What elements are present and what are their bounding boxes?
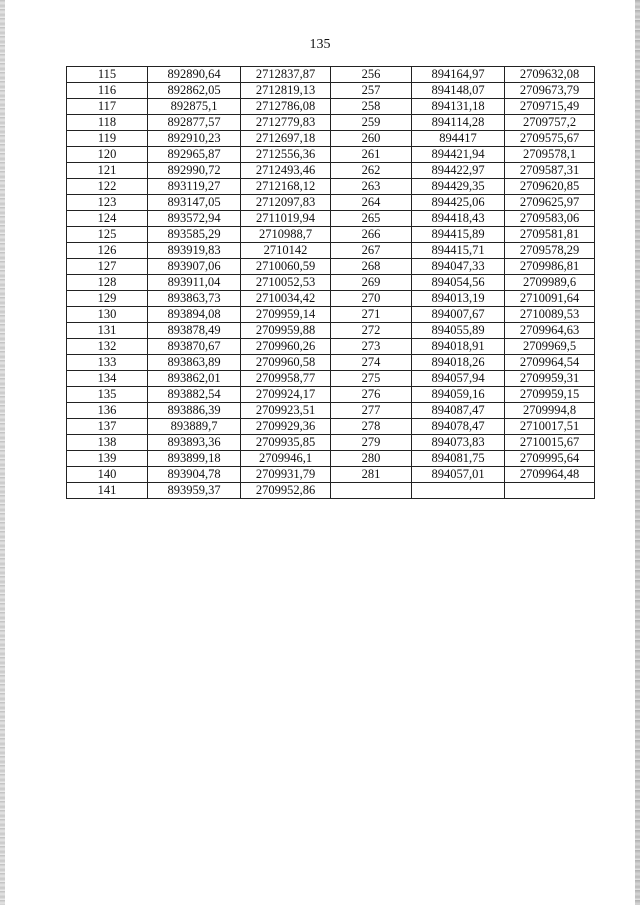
right-x-coordinate-cell: 894057,94: [412, 371, 505, 387]
right-x-coordinate-cell: 894164,97: [412, 67, 505, 83]
right-x-coordinate-cell: 894018,91: [412, 339, 505, 355]
right-point-number-cell: 267: [331, 243, 412, 259]
table-row: [67, 483, 595, 499]
left-y-coordinate-cell: 2709923,51: [241, 403, 331, 419]
right-y-coordinate-cell: 2709964,48: [505, 467, 595, 483]
left-point-number-cell: 128: [67, 275, 148, 291]
left-point-number-cell: 141: [67, 483, 148, 499]
right-y-coordinate-cell: 2709578,29: [505, 243, 595, 259]
right-point-number-cell: 265: [331, 211, 412, 227]
right-y-coordinate-cell: 2709625,97: [505, 195, 595, 211]
table-row: [67, 403, 595, 419]
right-y-coordinate-cell: 2709673,79: [505, 83, 595, 99]
right-x-coordinate-cell: 894055,89: [412, 323, 505, 339]
right-y-coordinate-cell: [505, 483, 595, 499]
left-x-coordinate-cell: 892877,57: [148, 115, 241, 131]
left-point-number-cell: 125: [67, 227, 148, 243]
right-y-coordinate-cell: 2709757,2: [505, 115, 595, 131]
right-x-coordinate-cell: 894087,47: [412, 403, 505, 419]
right-point-number-cell: 277: [331, 403, 412, 419]
left-y-coordinate-cell: 2712556,36: [241, 147, 331, 163]
table-row: [67, 227, 595, 243]
right-point-number-cell: 264: [331, 195, 412, 211]
right-x-coordinate-cell: 894415,71: [412, 243, 505, 259]
right-point-number-cell: 274: [331, 355, 412, 371]
left-x-coordinate-cell: 893147,05: [148, 195, 241, 211]
left-x-coordinate-cell: 893899,18: [148, 451, 241, 467]
left-y-coordinate-cell: 2709952,86: [241, 483, 331, 499]
right-x-coordinate-cell: 894047,33: [412, 259, 505, 275]
right-point-number-cell: 266: [331, 227, 412, 243]
page-number: 135: [309, 37, 331, 52]
right-point-number-cell: 258: [331, 99, 412, 115]
right-y-coordinate-cell: 2709587,31: [505, 163, 595, 179]
right-point-number-cell: 260: [331, 131, 412, 147]
left-x-coordinate-cell: 893882,54: [148, 387, 241, 403]
right-x-coordinate-cell: 894054,56: [412, 275, 505, 291]
right-x-coordinate-cell: 894081,75: [412, 451, 505, 467]
table-row: [67, 99, 595, 115]
right-y-coordinate-cell: 2709583,06: [505, 211, 595, 227]
table-row: [67, 195, 595, 211]
table-row: [67, 355, 595, 371]
right-x-coordinate-cell: 894417: [412, 131, 505, 147]
coordinates-table: [66, 66, 595, 499]
left-y-coordinate-cell: 2712786,08: [241, 99, 331, 115]
scan-edge-left: [0, 0, 5, 905]
right-point-number-cell: 280: [331, 451, 412, 467]
left-x-coordinate-cell: 893886,39: [148, 403, 241, 419]
right-y-coordinate-cell: 2709995,64: [505, 451, 595, 467]
left-y-coordinate-cell: 2710988,7: [241, 227, 331, 243]
table-row: [67, 259, 595, 275]
left-point-number-cell: 119: [67, 131, 148, 147]
table-row: [67, 211, 595, 227]
right-point-number-cell: 271: [331, 307, 412, 323]
right-point-number-cell: [331, 483, 412, 499]
left-x-coordinate-cell: 892862,05: [148, 83, 241, 99]
left-x-coordinate-cell: 893904,78: [148, 467, 241, 483]
table-row: [67, 451, 595, 467]
left-point-number-cell: 115: [67, 67, 148, 83]
left-point-number-cell: 135: [67, 387, 148, 403]
table-row: [67, 323, 595, 339]
right-y-coordinate-cell: 2709715,49: [505, 99, 595, 115]
left-y-coordinate-cell: 2712837,87: [241, 67, 331, 83]
left-point-number-cell: 118: [67, 115, 148, 131]
left-x-coordinate-cell: 893893,36: [148, 435, 241, 451]
left-x-coordinate-cell: 893878,49: [148, 323, 241, 339]
left-point-number-cell: 140: [67, 467, 148, 483]
right-y-coordinate-cell: 2709959,31: [505, 371, 595, 387]
right-point-number-cell: 263: [331, 179, 412, 195]
left-point-number-cell: 121: [67, 163, 148, 179]
coordinates-table-body: [67, 67, 595, 499]
left-x-coordinate-cell: 892910,23: [148, 131, 241, 147]
left-y-coordinate-cell: 2709946,1: [241, 451, 331, 467]
left-point-number-cell: 116: [67, 83, 148, 99]
right-x-coordinate-cell: 894425,06: [412, 195, 505, 211]
left-point-number-cell: 131: [67, 323, 148, 339]
right-point-number-cell: 261: [331, 147, 412, 163]
left-y-coordinate-cell: 2712168,12: [241, 179, 331, 195]
table-row: [67, 83, 595, 99]
left-x-coordinate-cell: 893919,83: [148, 243, 241, 259]
left-y-coordinate-cell: 2709935,85: [241, 435, 331, 451]
table-row: [67, 371, 595, 387]
left-y-coordinate-cell: 2709960,58: [241, 355, 331, 371]
table-row: [67, 307, 595, 323]
right-y-coordinate-cell: 2709959,15: [505, 387, 595, 403]
left-x-coordinate-cell: 893907,06: [148, 259, 241, 275]
right-point-number-cell: 276: [331, 387, 412, 403]
right-x-coordinate-cell: 894114,28: [412, 115, 505, 131]
left-y-coordinate-cell: 2709924,17: [241, 387, 331, 403]
right-y-coordinate-cell: 2710017,51: [505, 419, 595, 435]
left-y-coordinate-cell: 2712779,83: [241, 115, 331, 131]
left-point-number-cell: 123: [67, 195, 148, 211]
table-row: [67, 131, 595, 147]
right-point-number-cell: 278: [331, 419, 412, 435]
right-y-coordinate-cell: 2709578,1: [505, 147, 595, 163]
left-point-number-cell: 139: [67, 451, 148, 467]
left-x-coordinate-cell: 893889,7: [148, 419, 241, 435]
right-y-coordinate-cell: 2709620,85: [505, 179, 595, 195]
table-row: [67, 179, 595, 195]
right-x-coordinate-cell: 894418,43: [412, 211, 505, 227]
right-y-coordinate-cell: 2709964,54: [505, 355, 595, 371]
right-point-number-cell: 268: [331, 259, 412, 275]
right-x-coordinate-cell: 894415,89: [412, 227, 505, 243]
right-y-coordinate-cell: 2709969,5: [505, 339, 595, 355]
left-y-coordinate-cell: 2709931,79: [241, 467, 331, 483]
right-y-coordinate-cell: 2709632,08: [505, 67, 595, 83]
left-point-number-cell: 130: [67, 307, 148, 323]
table-row: [67, 387, 595, 403]
left-y-coordinate-cell: 2709958,77: [241, 371, 331, 387]
left-point-number-cell: 132: [67, 339, 148, 355]
right-point-number-cell: 281: [331, 467, 412, 483]
left-x-coordinate-cell: 892890,64: [148, 67, 241, 83]
left-x-coordinate-cell: 893862,01: [148, 371, 241, 387]
right-point-number-cell: 279: [331, 435, 412, 451]
right-point-number-cell: 275: [331, 371, 412, 387]
table-row: [67, 243, 595, 259]
right-y-coordinate-cell: 2709964,63: [505, 323, 595, 339]
right-y-coordinate-cell: 2709989,6: [505, 275, 595, 291]
right-point-number-cell: 256: [331, 67, 412, 83]
left-point-number-cell: 138: [67, 435, 148, 451]
left-y-coordinate-cell: 2710142: [241, 243, 331, 259]
left-y-coordinate-cell: 2709960,26: [241, 339, 331, 355]
right-point-number-cell: 269: [331, 275, 412, 291]
table-row: [67, 339, 595, 355]
left-y-coordinate-cell: 2711019,94: [241, 211, 331, 227]
left-y-coordinate-cell: 2709929,36: [241, 419, 331, 435]
right-y-coordinate-cell: 2710089,53: [505, 307, 595, 323]
table-row: [67, 467, 595, 483]
left-y-coordinate-cell: 2710034,42: [241, 291, 331, 307]
left-x-coordinate-cell: 892965,87: [148, 147, 241, 163]
table-row: [67, 163, 595, 179]
right-x-coordinate-cell: 894013,19: [412, 291, 505, 307]
right-x-coordinate-cell: 894422,97: [412, 163, 505, 179]
left-y-coordinate-cell: 2709959,14: [241, 307, 331, 323]
left-point-number-cell: 134: [67, 371, 148, 387]
right-x-coordinate-cell: 894007,67: [412, 307, 505, 323]
left-x-coordinate-cell: 893870,67: [148, 339, 241, 355]
table-row: [67, 147, 595, 163]
left-x-coordinate-cell: 893894,08: [148, 307, 241, 323]
left-point-number-cell: 126: [67, 243, 148, 259]
right-point-number-cell: 257: [331, 83, 412, 99]
table-row: [67, 419, 595, 435]
right-x-coordinate-cell: 894059,16: [412, 387, 505, 403]
right-point-number-cell: 259: [331, 115, 412, 131]
left-x-coordinate-cell: 893911,04: [148, 275, 241, 291]
right-point-number-cell: 273: [331, 339, 412, 355]
right-x-coordinate-cell: 894131,18: [412, 99, 505, 115]
right-x-coordinate-cell: 894018,26: [412, 355, 505, 371]
left-point-number-cell: 117: [67, 99, 148, 115]
left-x-coordinate-cell: 892990,72: [148, 163, 241, 179]
left-y-coordinate-cell: 2712097,83: [241, 195, 331, 211]
left-point-number-cell: 124: [67, 211, 148, 227]
left-x-coordinate-cell: 892875,1: [148, 99, 241, 115]
right-x-coordinate-cell: 894148,07: [412, 83, 505, 99]
right-point-number-cell: 270: [331, 291, 412, 307]
left-y-coordinate-cell: 2710060,59: [241, 259, 331, 275]
left-x-coordinate-cell: 893959,37: [148, 483, 241, 499]
right-point-number-cell: 262: [331, 163, 412, 179]
left-point-number-cell: 122: [67, 179, 148, 195]
left-x-coordinate-cell: 893863,89: [148, 355, 241, 371]
left-x-coordinate-cell: 893585,29: [148, 227, 241, 243]
right-y-coordinate-cell: 2709581,81: [505, 227, 595, 243]
table-row: [67, 275, 595, 291]
right-y-coordinate-cell: 2709986,81: [505, 259, 595, 275]
left-point-number-cell: 137: [67, 419, 148, 435]
left-y-coordinate-cell: 2710052,53: [241, 275, 331, 291]
left-y-coordinate-cell: 2712819,13: [241, 83, 331, 99]
scan-edge-right: [635, 0, 640, 905]
right-x-coordinate-cell: 894073,83: [412, 435, 505, 451]
right-x-coordinate-cell: [412, 483, 505, 499]
right-y-coordinate-cell: 2709575,67: [505, 131, 595, 147]
left-point-number-cell: 136: [67, 403, 148, 419]
left-x-coordinate-cell: 893119,27: [148, 179, 241, 195]
right-x-coordinate-cell: 894057,01: [412, 467, 505, 483]
right-y-coordinate-cell: 2710091,64: [505, 291, 595, 307]
left-point-number-cell: 127: [67, 259, 148, 275]
table-row: [67, 291, 595, 307]
left-y-coordinate-cell: 2712697,18: [241, 131, 331, 147]
left-point-number-cell: 133: [67, 355, 148, 371]
left-point-number-cell: 129: [67, 291, 148, 307]
left-y-coordinate-cell: 2709959,88: [241, 323, 331, 339]
left-point-number-cell: 120: [67, 147, 148, 163]
right-x-coordinate-cell: 894429,35: [412, 179, 505, 195]
right-x-coordinate-cell: 894421,94: [412, 147, 505, 163]
left-x-coordinate-cell: 893863,73: [148, 291, 241, 307]
table-row: [67, 115, 595, 131]
left-y-coordinate-cell: 2712493,46: [241, 163, 331, 179]
right-y-coordinate-cell: 2709994,8: [505, 403, 595, 419]
right-y-coordinate-cell: 2710015,67: [505, 435, 595, 451]
table-row: [67, 67, 595, 83]
right-point-number-cell: 272: [331, 323, 412, 339]
left-x-coordinate-cell: 893572,94: [148, 211, 241, 227]
right-x-coordinate-cell: 894078,47: [412, 419, 505, 435]
table-row: [67, 435, 595, 451]
